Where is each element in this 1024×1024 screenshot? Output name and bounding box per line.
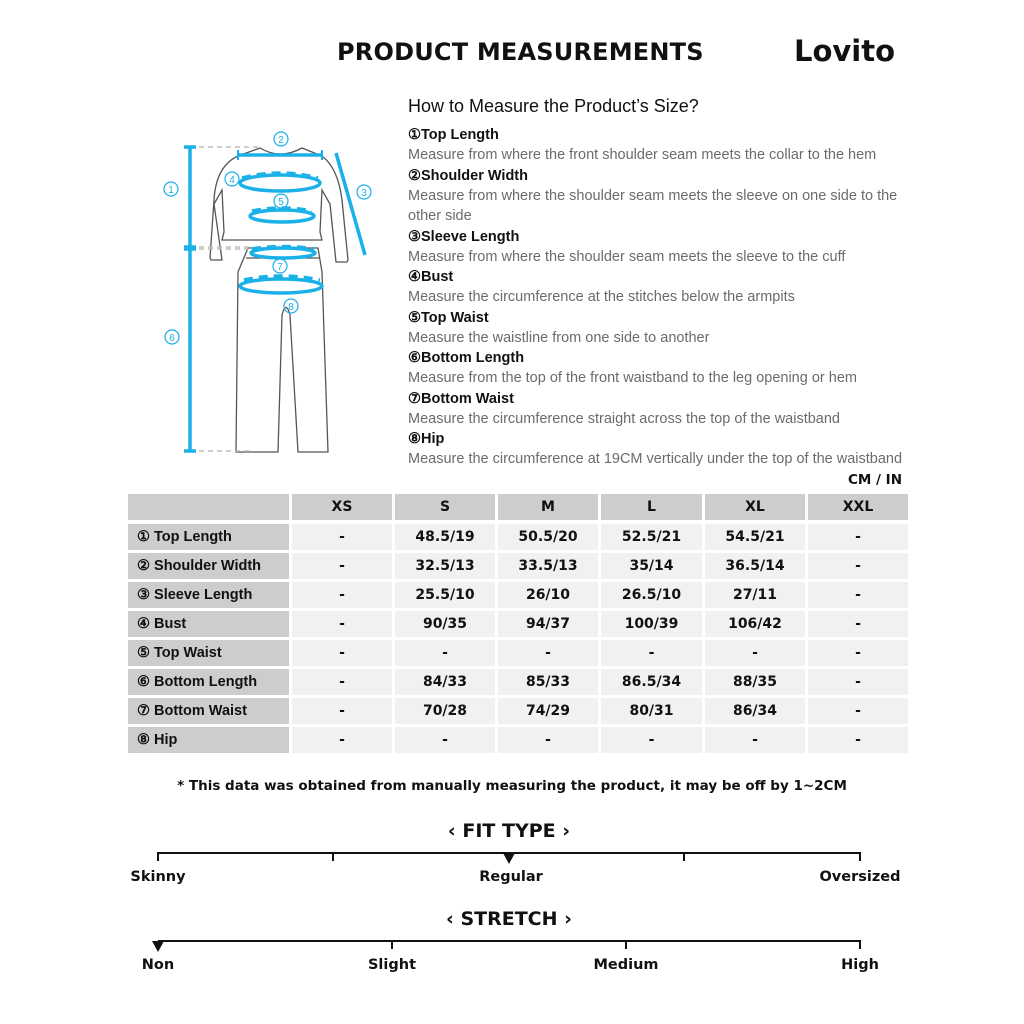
guide-item-bottom-length	[408, 348, 913, 389]
unit-label: CM / IN	[848, 472, 902, 488]
table-cell: 54.5/21	[705, 524, 805, 550]
table-cell: 33.5/13	[498, 553, 598, 579]
table-cell: 26/10	[498, 582, 598, 608]
table-cell: -	[292, 553, 392, 579]
row-label: ⑦ Bottom Waist	[128, 698, 289, 724]
guide-num: ⑧	[408, 431, 421, 447]
table-cell: -	[808, 698, 908, 724]
row-label: ④ Bust	[128, 611, 289, 637]
table-cell: -	[292, 524, 392, 550]
marker-8: 8	[288, 302, 294, 313]
table-cell: -	[292, 727, 392, 753]
guide-num: ⑦	[408, 390, 421, 407]
table-cell: 35/14	[601, 553, 702, 579]
page-title: PRODUCT MEASUREMENTS	[337, 38, 704, 66]
guide-item-hip	[408, 429, 913, 470]
table-cell: 74/29	[498, 698, 598, 724]
table-cell: -	[808, 727, 908, 753]
stretch-label-high: High	[841, 957, 879, 973]
measurement-guide	[408, 125, 913, 470]
guide-desc: Measure the circumference straight across the top of the waistband	[408, 410, 840, 427]
fit-label-regular: Regular	[479, 869, 543, 885]
guide-desc: Measure from where the shoulder seam meets the sleeve on one side to the other side	[408, 187, 898, 224]
guide-item-bottom-waist	[408, 389, 913, 430]
guide-item-shoulder-width	[408, 166, 913, 227]
guide-desc: Measure from the top of the front waistband to the leg opening or hem	[408, 370, 857, 386]
table-cell: 94/37	[498, 611, 598, 637]
table-cell: 84/33	[395, 669, 495, 695]
guide-item-sleeve-length	[408, 227, 913, 268]
guide-item-bust	[408, 267, 913, 308]
guide-desc: Measure from where the shoulder seam meets the sleeve to the cuff	[408, 248, 846, 265]
row-label: ⑥ Bottom Length	[128, 669, 289, 695]
row-label: ③ Sleeve Length	[128, 582, 289, 608]
fit-type-marker-icon	[503, 853, 515, 864]
fit-label-skinny: Skinny	[130, 869, 186, 885]
table-cell: -	[808, 640, 908, 666]
size-header-xl: XL	[705, 494, 805, 520]
table-cell: 86.5/34	[601, 669, 702, 695]
table-cell: -	[292, 640, 392, 666]
size-header-xs: XS	[292, 494, 392, 520]
table-cell: 100/39	[601, 611, 702, 637]
row-label: ② Shoulder Width	[128, 553, 289, 579]
guide-num: ①	[408, 127, 421, 143]
table-cell: -	[808, 669, 908, 695]
guide-desc: Measure the circumference at 19CM vertically under the top of the waistband	[408, 451, 903, 467]
guide-name: Top Length	[421, 127, 499, 143]
table-cell: -	[395, 727, 495, 753]
row-label: ① Top Length	[128, 524, 289, 550]
stretch-label-slight: Slight	[367, 957, 417, 973]
guide-name: Bottom Waist	[421, 390, 514, 407]
table-cell: 26.5/10	[601, 582, 702, 608]
table-cell: 48.5/19	[395, 524, 495, 550]
size-header-xxl: XXL	[808, 494, 908, 520]
table-cell: -	[292, 582, 392, 608]
table-cell: 27/11	[705, 582, 805, 608]
disclaimer-note: * This data was obtained from manually measuring the product, it may be off by 1~2CM	[177, 778, 847, 794]
guide-name: Bottom Length	[421, 350, 525, 366]
table-cell: 80/31	[601, 698, 702, 724]
guide-num: ③	[408, 228, 421, 245]
table-cell: -	[808, 553, 908, 579]
table-cell: -	[705, 640, 805, 666]
row-label: ⑧ Hip	[128, 727, 289, 753]
table-cell: 32.5/13	[395, 553, 495, 579]
table-cell: -	[808, 582, 908, 608]
marker-3: 3	[361, 188, 367, 199]
garment-diagram	[150, 120, 390, 460]
size-header-s: S	[395, 494, 495, 520]
table-corner-header	[128, 494, 289, 520]
table-cell: -	[498, 727, 598, 753]
marker-6: 6	[169, 333, 175, 344]
stretch-label-non: Non	[141, 957, 175, 973]
table-cell: 90/35	[395, 611, 495, 637]
size-header-l: L	[601, 494, 702, 520]
table-cell: 85/33	[498, 669, 598, 695]
table-cell: 106/42	[705, 611, 805, 637]
marker-2: 2	[278, 135, 284, 146]
table-cell: 25.5/10	[395, 582, 495, 608]
guide-name: Hip	[421, 431, 445, 447]
guide-desc: Measure the circumference at the stitches below the armpits	[408, 289, 795, 305]
table-cell: -	[292, 669, 392, 695]
marker-7: 7	[277, 262, 283, 273]
fit-label-oversized: Oversized	[819, 869, 901, 885]
table-cell: -	[292, 611, 392, 637]
table-cell: 70/28	[395, 698, 495, 724]
guide-desc: Measure the waistline from one side to another	[408, 329, 710, 346]
guide-num: ②	[408, 167, 421, 184]
guide-item-top-length	[408, 125, 913, 166]
guide-name: Bust	[421, 269, 454, 285]
table-cell: 86/34	[705, 698, 805, 724]
marker-5: 5	[278, 197, 284, 208]
table-cell: 36.5/14	[705, 553, 805, 579]
guide-num: ⑤	[408, 309, 421, 326]
measure-lines	[184, 147, 365, 451]
table-cell: -	[292, 698, 392, 724]
how-to-measure-heading: How to Measure the Product’s Size?	[408, 96, 699, 116]
guide-lines	[190, 147, 260, 451]
row-label: ⑤ Top Waist	[128, 640, 289, 666]
table-cell: -	[808, 611, 908, 637]
guide-name: Top Waist	[421, 309, 489, 326]
stretch-label-medium: Medium	[593, 957, 659, 973]
marker-1: 1	[168, 185, 174, 196]
size-header-m: M	[498, 494, 598, 520]
table-cell: -	[601, 640, 702, 666]
fit-type-title: ‹ FIT TYPE ›	[447, 820, 571, 842]
stretch-marker-icon	[152, 941, 164, 952]
guide-desc: Measure from where the front shoulder seam meets the collar to the hem	[408, 147, 877, 163]
fit-type-scale	[0, 840, 1024, 870]
table-cell: -	[395, 640, 495, 666]
guide-num: ⑥	[408, 350, 421, 366]
marker-4: 4	[229, 175, 235, 186]
brand-logo: Lovito	[794, 34, 896, 68]
table-cell: -	[705, 727, 805, 753]
stretch-scale	[0, 928, 1024, 958]
guide-num: ④	[408, 269, 421, 285]
table-cell: -	[808, 524, 908, 550]
table-cell: -	[498, 640, 598, 666]
guide-name: Sleeve Length	[421, 228, 520, 245]
table-cell: 88/35	[705, 669, 805, 695]
table-cell: 52.5/21	[601, 524, 702, 550]
guide-name: Shoulder Width	[421, 167, 528, 184]
stretch-title: ‹ STRETCH ›	[446, 908, 572, 930]
guide-item-top-waist	[408, 308, 913, 349]
table-cell: 50.5/20	[498, 524, 598, 550]
table-cell: -	[601, 727, 702, 753]
